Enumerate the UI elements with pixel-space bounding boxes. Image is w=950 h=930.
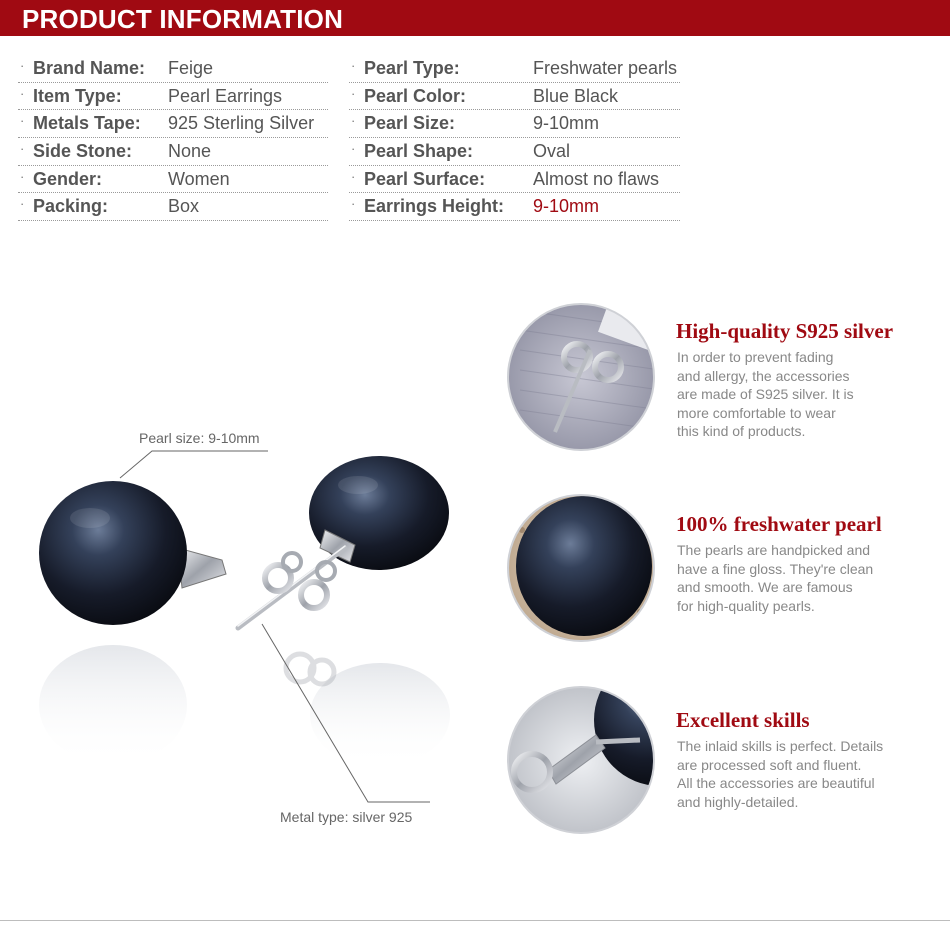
pearl-reflection-left [39,645,187,765]
bullet-dot: · [351,85,356,101]
earring-post [238,546,345,628]
pearl-size-callout: Pearl size: 9-10mm [139,430,260,446]
spec-value: 9-10mm [533,196,600,217]
feature-desc-pearl: The pearls are handpicked and have a fine gloss. They're clean and smooth. We are famous for high-quality pearls. [677,542,874,614]
spec-label: Pearl Color: [364,85,467,106]
spec-value: 925 Sterling Silver [168,113,315,134]
bullet-dot: · [20,85,25,101]
metal-type-callout: Metal type: silver 925 [280,809,413,825]
spec-label: Packing: [33,196,109,217]
spec-label: Brand Name: [33,58,146,78]
feature-title-silver: High-quality S925 silver [676,319,894,343]
spec-label: Pearl Type: [364,58,460,78]
spec-value: None [168,141,212,162]
feature-title-skills: Excellent skills [676,708,810,732]
bullet-dot: · [20,196,25,212]
pearl-right [309,456,449,570]
feature-desc-skills: The inlaid skills is perfect. Details are processed soft and fluent. All the accessories are beautiful and highly-detailed. [677,738,884,810]
spec-value: Feige [168,58,214,78]
pearl-left [39,481,226,625]
bullet-dot: · [20,141,25,157]
feature-desc-silver: In order to prevent fading and allergy, the accessories are made of S925 silver. It is more comfortable to wear this kind of products. [677,349,854,439]
spec-label: Item Type: [33,85,122,106]
bullet-dot: · [351,141,356,157]
spec-label: Pearl Shape: [364,141,474,162]
spec-value: 9-10mm [533,113,600,134]
spec-label: Pearl Size: [364,113,456,134]
bullet-dot: · [20,113,25,129]
backing-reflection [286,654,334,684]
feature-image-silver [506,294,664,452]
pearl-size-leader-line [120,451,268,478]
bullet-dot: · [20,168,25,184]
page-title: PRODUCT INFORMATION [22,4,344,34]
spec-value: Oval [533,141,571,162]
spec-value: Blue Black [533,85,619,106]
bullet-dot: · [351,113,356,129]
spec-label: Earrings Height: [364,196,505,217]
feature-title-pearl: 100% freshwater pearl [676,512,882,536]
bullet-dot: · [351,58,356,73]
bottom-divider [0,920,950,921]
feature-image-pearl [506,493,656,643]
spec-label: Metals Tape: [33,113,141,134]
bullet-dot: · [351,168,356,184]
spec-label: Gender: [33,168,103,189]
bullet-dot: · [351,196,356,212]
spec-value: Box [168,196,200,217]
bullet-dot: · [20,58,25,73]
spec-value: Pearl Earrings [168,85,283,106]
spec-value: Freshwater pearls [533,58,678,78]
spec-label: Side Stone: [33,141,133,162]
spec-label: Pearl Surface: [364,168,486,189]
spec-value: Women [168,168,230,189]
spec-value: Almost no flaws [533,168,660,189]
